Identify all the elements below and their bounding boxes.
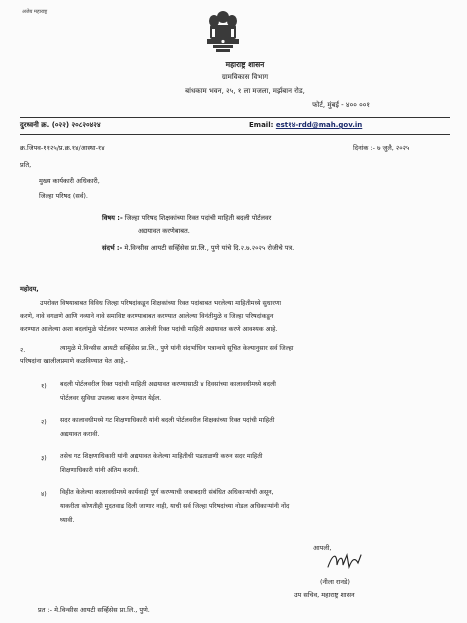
department-name: ग्रामविकास विभाग — [221, 73, 269, 81]
paragraph-2-line: परिषदांना खालीलप्रमाणे कळविण्यात येत आहे,- — [20, 358, 128, 365]
item-4-number: ४) — [41, 491, 47, 498]
email-label: Email: — [249, 121, 276, 129]
header-divider-top — [20, 117, 450, 118]
email-link[interactable]: est१४-rdd@mah.gov.in — [275, 121, 363, 129]
letter-date: दिनांक :- ७ जुलै, २०२५ — [353, 144, 410, 152]
list-item-line: विहीत केलेल्या कालावधीमध्ये कार्यवाही पूर्ण करण्याची जबाबदारी संबंधित अधिकाऱ्यांची असून, — [60, 489, 274, 496]
list-item-line: घ्यावी. — [60, 517, 75, 524]
item-2-number: २) — [41, 419, 47, 426]
list-item-line: तसेच गट शिक्षणाधिकारी यांनी अद्ययावत केलेल्या माहितीची पडताळणी करुन सदर माहिती — [60, 453, 263, 460]
address-line-1: बांधकाम भवन, २५, १ ला मजला, मर्झबान रोड, — [185, 87, 305, 95]
list-item-line: याकरीता कोणतीही मुदतवाढ दिली जाणार नाही, याची सर्व जिल्हा परिषदांच्या नोडल अधिकाऱ्यांनी नोंद — [60, 503, 290, 510]
motto-text: अजेय महाराष्ट्र — [22, 9, 48, 15]
reference-text: मे.विन्सीस आयटी सर्व्हिसेस प्रा.लि., पुणे यांचे दि.२.७.२०२५ रोजीचे पत्र. — [124, 244, 295, 252]
address-line-2: फोर्ट, मुंबई - ४०० ००१ — [312, 101, 370, 109]
recipient-line-1: मुख्य कार्यकारी अधिकारी, — [39, 177, 100, 185]
list-item-line: सदर कालावधीमध्ये गट शिक्षणाधिकारी यांनी बदली पोर्टलवरील शिक्षकांच्या रिक्त पदांची माहिती — [60, 417, 275, 424]
paragraph-1-line: करण्यात आलेल्या अशा बदलांमुळे पोर्टलवर भरण्यात आलेली रिक्त पदांची माहिती अद्ययावत करणे आवश्यक आहे. — [20, 326, 278, 333]
list-item — [60, 486, 450, 528]
subject-label: विषय :- — [102, 214, 123, 222]
header-divider-bottom — [20, 134, 450, 135]
list-item-line: पोर्टलवर सुविधा उपलब्ध करुन देण्यात येईल. — [60, 395, 162, 402]
reference-label: संदर्भ :- — [102, 244, 123, 252]
paragraph-1-line: उपरोक्त विषयाबाबत विविध जिल्हा परिषदांकडून शिक्षकांच्या रिक्त पदांबाबत भरलेल्या माहितीमध्ये सुधारणा — [40, 300, 282, 307]
email-block — [249, 121, 362, 130]
reference-number: क्र.जिपव-११२५/प्र.क्र.१४/आस्था-१४ — [20, 144, 105, 152]
paragraph-2-line: त्यामुळे मे.विन्सीस आयटी सर्व्हिसेस प्रा.लि., पुणे यांनी संदर्भाधिन पत्रान्वये सूचित केल्यानुसार सर्व जिल्हा — [60, 345, 294, 352]
list-item — [60, 378, 450, 406]
paragraph-1-line: करणे, नावे वगळणे आणि नव्याने नावे समाविष्ट करण्याबाबत करण्यात आलेल्या विनंतीमुळे व जिल्हा परिषदांकडून — [20, 313, 274, 320]
state-emblem-icon — [199, 9, 247, 55]
list-item-line: अद्ययावत करावी. — [60, 431, 100, 438]
paragraph-2 — [20, 342, 450, 368]
signatory-name: (नीला रानडे) — [320, 578, 350, 586]
closing-text: आपली, — [313, 544, 332, 552]
item-3-number: ३) — [41, 455, 47, 462]
copy-to: प्रत :- मे.विन्सीस आयटी सर्व्हिसेस प्रा.लि., पुणे. — [38, 606, 150, 614]
item-1-number: १) — [41, 383, 47, 390]
subject-reference — [102, 243, 294, 252]
paragraph-2-number: २. — [20, 347, 26, 354]
list-item-line: बदली पोर्टलवरील रिक्त पदांची माहिती अद्ययावत करण्यासाठी ४ दिवसांच्या कालावधीमध्ये बदली — [60, 381, 276, 388]
subject-line-1 — [102, 213, 271, 222]
subject-text-1: जिल्हा परिषद शिक्षकांच्या रिक्त पदांची माहिती बदली पोर्टलवर — [124, 214, 272, 222]
signatory-designation: उप सचिव, महाराष्ट्र शासन — [294, 591, 355, 599]
subject-line-2: अद्ययावत करणेबाबत. — [138, 227, 190, 235]
list-item — [60, 450, 450, 478]
salutation: महोदय, — [20, 285, 39, 293]
list-item — [60, 414, 450, 442]
list-item-line: शिक्षणाधिकारी यांनी अंतिम करावी. — [60, 467, 140, 474]
phone-number: दुरध्वनी क्र. (०२२) २०८२०४२४ — [20, 121, 101, 129]
paragraph-1 — [20, 297, 450, 336]
gov-name: महाराष्ट्र शासन — [225, 60, 265, 69]
handwritten-signature — [325, 549, 365, 573]
recipient-line-2: जिल्हा परिषद (सर्व). — [39, 192, 88, 200]
recipient-prefix: प्रति, — [20, 161, 32, 169]
